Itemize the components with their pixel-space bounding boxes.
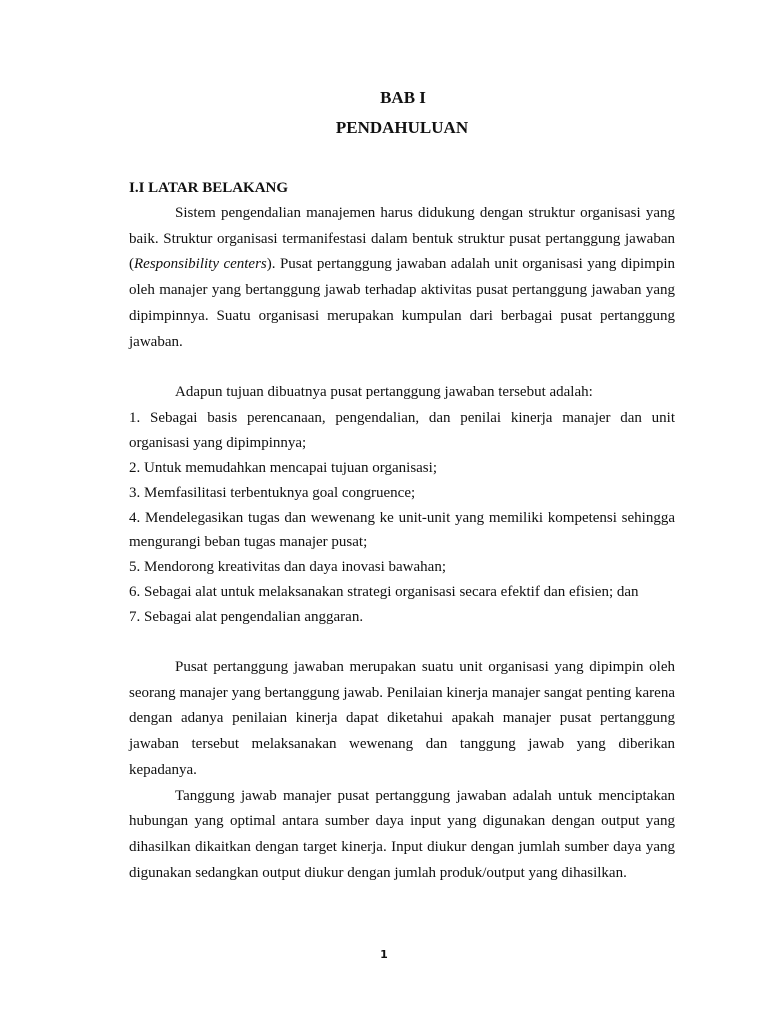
paragraph-responsibility: Pusat pertanggung jawaban merupakan suatu unit organisasi yang dipimpin oleh seorang manajer yang bertanggung jawab. Penilaian kinerja manajer sangat penting karena dengan adanya penilaian kinerja dapat diketahui apakah manajer pusat pertanggung jawaban tersebut melaksanakan wewenang dan tanggung jawab yang diberikan kepadanya.: [129, 659, 675, 778]
paragraph-intro-text-end: ). Pusat pertanggung jawaban adalah unit organisasi yang dipimpin oleh manajer yang bertanggung jawab terhadap aktivitas pusat pertanggung jawaban yang dipimpinnya. Suatu organisasi merupakan kumpulan dari berbagai pusat pertanggung jawaban.: [129, 256, 675, 350]
list-item: 4. Mendelegasikan tugas dan wewenang ke unit-unit yang memiliki kompetensi sehingga mengurangi beban tugas manajer pusat;: [129, 509, 675, 551]
chapter-number: BAB I: [380, 88, 426, 107]
list-item: 7. Sebagai alat pengendalian anggaran.: [129, 609, 364, 626]
chapter-title: PENDAHULUAN: [335, 118, 469, 137]
list-item: 3. Memfasilitasi terbentuknya goal congruence;: [129, 484, 416, 501]
paragraph-intro-text-start: Sistem pengendalian manajemen harus didukung dengan struktur organisasi yang baik. Struktur organisasi termanifestasi dalam bentuk struktur pusat pertanggung jawaban (: [129, 205, 675, 273]
list-item: 1. Sebagai basis perencanaan, pengendalian, dan penilai kinerja manajer dan unit organisasi yang dipimpinnya;: [129, 409, 675, 451]
section-heading: I.I LATAR BELAKANG: [129, 180, 289, 196]
paragraph-manager-duty: Tanggung jawab manajer pusat pertanggung jawaban adalah untuk menciptakan hubungan yang optimal antara sumber daya input yang digunakan dengan output yang dihasilkan dikaitkan dengan target kinerja. Input diukur dengan jumlah sumber daya yang digunakan sedangkan output diukur dengan jumlah produk/output yang dihasilkan.: [129, 787, 675, 881]
list-item: 5. Mendorong kreativitas dan daya inovasi bawahan;: [129, 559, 446, 576]
page-content: [129, 84, 675, 886]
list-item: 2. Untuk memudahkan mencapai tujuan organisasi;: [129, 459, 437, 476]
list-intro: Adapun tujuan dibuatnya pusat pertanggung jawaban tersebut adalah:: [175, 384, 593, 401]
list-item: 6. Sebagai alat untuk melaksanakan strategi organisasi secara efektif dan efisien; dan: [129, 584, 639, 601]
page-number: 1: [380, 948, 388, 961]
responsibility-centers-term: Responsibility centers: [134, 256, 267, 273]
objectives-list: [129, 406, 675, 630]
paragraph-intro: [129, 201, 675, 355]
